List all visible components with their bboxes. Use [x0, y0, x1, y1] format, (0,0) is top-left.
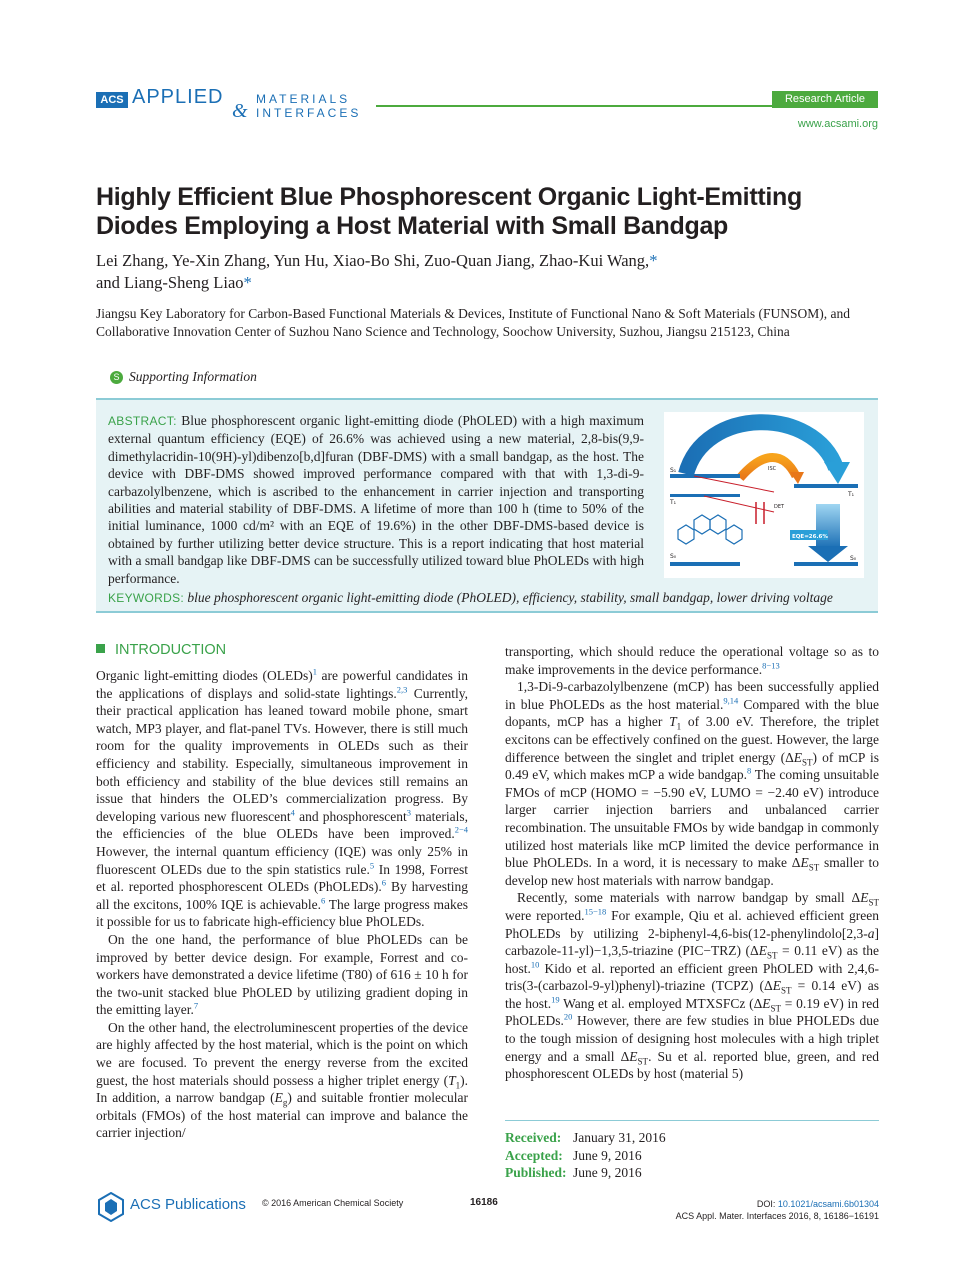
energy-transfer-diagram [664, 412, 864, 578]
t1-guest-level [794, 484, 858, 488]
acs-publications-logo[interactable] [96, 1190, 256, 1222]
journal-logo [96, 88, 366, 124]
dbf-dms-molecule [678, 515, 742, 544]
accepted-label: Accepted: [505, 1147, 563, 1163]
abstract-label: ABSTRACT: [108, 414, 177, 428]
received-date: January 31, 2016 [573, 1130, 666, 1145]
authors-line-1: Lei Zhang, Ye-Xin Zhang, Yun Hu, Xiao-Bo Shi, Zuo-Quan Jiang, Zhao-Kui Wang, [96, 251, 650, 270]
supporting-information-link[interactable] [110, 369, 257, 385]
intro-paragraph-4: 1,3-Di-9-carbazolylbenzene (mCP) has been successfully applied in blue PhOLEDs as the host material.$^{9,14}$ Compared with the blue dopants, mCP has a higher $T_1$ of 3.00 eV. Therefore, the triplet excitons can be effectively confined on the guest. However, the large difference between the singlet and triplet energy $(\Delta E_{ST})$ of mCP is 0.49 eV, which makes mCP a wide bandgap.$^8$ The coming unsuitable FMOs of mCP (HOMO = −5.90 eV, LUMO = −2.40 eV) introduce larger carrier injection barriers and unbalanced carrier recombination. The unsuitable FMOs by wide bandgap in commonly utilized host materials like mCP limited the device performance in blue PhOLEDs. In a word, it is necessary to make $\Delta E_{ST}$ smaller to develop new host materials with narrow bandgap. [505, 679, 880, 888]
body-column-right [505, 643, 879, 1083]
keywords-label: KEYWORDS: [108, 591, 185, 605]
copyright: © 2016 American Chemical Society [262, 1198, 404, 1208]
emission-arrowhead [808, 546, 848, 562]
intro-paragraph-5: Recently, some materials with narrow bandgap by small $\Delta E_{ST}$ were reported.$^{15-18}$ For example, Qiu et al. achieved efficient green PhOLEDs by utilizing 2-biphenyl-4,6-bis(12-phenylindolo[2,3-a] carbazole-11-yl)−1,3,5-triazine (PIC−TRZ) ($\Delta E_{ST} = 0.11$ eV) as the host.$^{10}$ Kido et al. reported an efficient green PhOLED with 2,4,6-tris(3-(carbazol-9-yl)phenyl)-triazine (TCPZ) ($\Delta E_{ST} = 0.14$ eV) as the host.$^{19}$ Wang et al. employed MTXSFCz ($\Delta E_{ST} = 0.19$ eV) in red PhOLEDs.$^{20}$ However, there are few studies in blue PHOLEDs due to the tough mission of designing host molecules with a high triplet energy and a small $\Delta E_{ST}$. Su et al. reported blue, green, and red phosphorescent OLEDs by host (material 5) [505, 890, 880, 1082]
affiliation: Jiangsu Key Laboratory for Carbon-Based Functional Materials & Devices, Institute of Functional Nano & Soft Materials (FUNSOM), and Collaborative Innovation Center of Suzhou Nano Science and Technology, Soochow University, Suzhou, Jiangsu 215123, China [96, 306, 850, 339]
page-number: 16186 [470, 1197, 498, 1208]
doi-block [676, 1198, 879, 1222]
published-label: Published: [505, 1165, 567, 1180]
received-label: Received: [505, 1130, 562, 1145]
acs-hexagon-icon [96, 1192, 126, 1222]
author-list [96, 250, 856, 294]
article-type-badge: Research Article [772, 91, 878, 108]
logo-ampersand: & [232, 100, 248, 122]
authors-line-2: and Liang-Sheng Liao [96, 273, 244, 292]
doi-prefix: DOI: [756, 1199, 778, 1209]
abstract-text: Blue phosphorescent organic light-emitting diode (PhOLED) with a high maximum external quantum efficiency (EQE) of 26.6% was achieved using a new material, 2,8-bis(9,9-dimethylacridin-10(9H)-yl)dibenzo[b,d]furan (DBF-DMS) with a small bandgap, as the host. The device with DBF-DMS showed improved performance compared with that with 1,3-di-9-carbazolylbenzene, which is ascribed to the enhancement in carrier injection and transporting abilities and material stability of DBF-DMS. A lifetime of more than 100 h (time to 50% of the initial luminance, 1000 cd/m² with an EQE of 19.6%) in the other DBF-DMS-based device is obtained by further utilizing better device structure. This is a report indicating that host material with a small bandgap like DBF-DMS can be successfully utilized toward blue PhOLEDs with high performance. [108, 413, 645, 586]
det-label: DET [774, 504, 785, 510]
s0-guest-label: S₀ [850, 555, 857, 562]
supporting-info-icon: S [110, 371, 123, 384]
accepted-date: June 9, 2016 [573, 1147, 642, 1163]
s0-host-label: S₀ [670, 553, 677, 560]
s0-host-level [670, 562, 740, 566]
corresponding-author-mark[interactable]: * [243, 273, 252, 292]
keywords-text: blue phosphorescent organic light-emitting diode (PhOLED), efficiency, stability, small bandgap, lower driving voltage [187, 590, 833, 605]
t1-label: T₁ [848, 491, 855, 498]
t1-host-label: T₁ [670, 499, 677, 506]
journal-citation: ACS Appl. Mater. Interfaces 2016, 8, 16186−16191 [675, 1211, 879, 1221]
corresponding-author-mark[interactable]: * [649, 251, 658, 270]
body-column-left [96, 667, 468, 1142]
published-row [505, 1164, 879, 1182]
intro-paragraph-3-cont: transporting, which should reduce the operational voltage so as to make improvements in the device performance.$^{8-13}$ [505, 644, 879, 677]
introduction-heading [96, 642, 226, 658]
received-row [505, 1129, 879, 1147]
toc-graphic [664, 412, 864, 578]
logo-materials: MATERIALS [256, 92, 351, 106]
emission-arrow [816, 504, 840, 548]
logo-interfaces: INTERFACES [256, 106, 362, 120]
accepted-row [505, 1147, 879, 1165]
journal-url-link[interactable]: www.acsami.org [797, 118, 878, 130]
excitation-arrows [756, 502, 764, 524]
doi-link[interactable]: 10.1021/acsami.6b01304 [777, 1199, 879, 1209]
s0-guest-level [794, 562, 858, 566]
intro-paragraph-3: On the other hand, the electroluminescent properties of the device are highly affected by the host material, which is the point on which we are focused. To prevent the energy reverse from the excited guest, the host materials should possess a higher triplet energy $(T_1)$. In addition, a narrow bandgap $(E_g)$ and suitable frontier molecular orbitals (FMOs) of the host material can improve and balance the carrier injection/ [96, 1019, 468, 1141]
introduction-heading-text: INTRODUCTION [115, 642, 227, 658]
section-square-icon [96, 644, 105, 653]
eqe-badge-text: EQE=26.6% [792, 534, 828, 540]
det-line-1 [694, 476, 774, 492]
s1-label: S₁ [670, 467, 677, 474]
keywords [108, 590, 868, 606]
supporting-info-label: Supporting Information [129, 369, 257, 384]
published-date: June 9, 2016 [573, 1165, 642, 1180]
intro-paragraph-1: Organic light-emitting diodes (OLEDs)$^1$ are powerful candidates in the applications of displays and solid-state lightings.$^{2,3}$ Currently, their practical application has leaned toward mobile phone, smart watch, MP3 player, and flat-panel TVs. However, there is still much room for the quality improvements in OLEDs such as their efficiency and stability. Especially, simultaneous improvement in both efficiency and stability of the blue devices still remains an issue that hinders the OLED’s commercialization progress. By developing various new fluorescent$^4$ and phosphorescent$^3$ materials, the efficiencies of the blue OLEDs have been improved.$^{2-4}$ However, the internal quantum efficiency (IQE) was only 25% in fluorescent OLEDs due to the spin statistics rule.$^5$ In 1998, Forrest et al. reported phosphorescent OLEDs (PhOLEDs).$^6$ By harvesting all the excitons, 100% IQE is achievable.$^6$ The large progress makes it possible for us to fabricate high-efficiency blue PhOLEDs. [96, 666, 468, 930]
isc-arrowhead [790, 472, 804, 484]
article-dates [505, 1120, 879, 1182]
article-title: Highly Efficient Blue Phosphorescent Organic Light-Emitting Diodes Employing a Host Material with Small Bandgap [96, 183, 802, 240]
logo-applied: APPLIED [132, 86, 224, 108]
abstract-box [96, 398, 878, 613]
abstract [108, 412, 644, 587]
intro-paragraph-2: On the one hand, the performance of blue PhOLEDs can be improved by better device design. For example, Forrest and co-workers have demonstrated a device lifetime (T80) of 616 ± 10 h for the two-unit stacked blue PhOLED by utilizing gradient doping in the emitting layer.$^7$ [96, 931, 468, 1018]
acs-publications-text: ACS Publications [130, 1196, 246, 1213]
s1-level [670, 474, 740, 478]
isc-label: ISC [768, 466, 777, 472]
fet-label: FET [758, 431, 771, 438]
fet-arrow [686, 422, 836, 474]
acs-logo-box: ACS [96, 92, 128, 108]
fet-arrowhead [824, 462, 850, 484]
